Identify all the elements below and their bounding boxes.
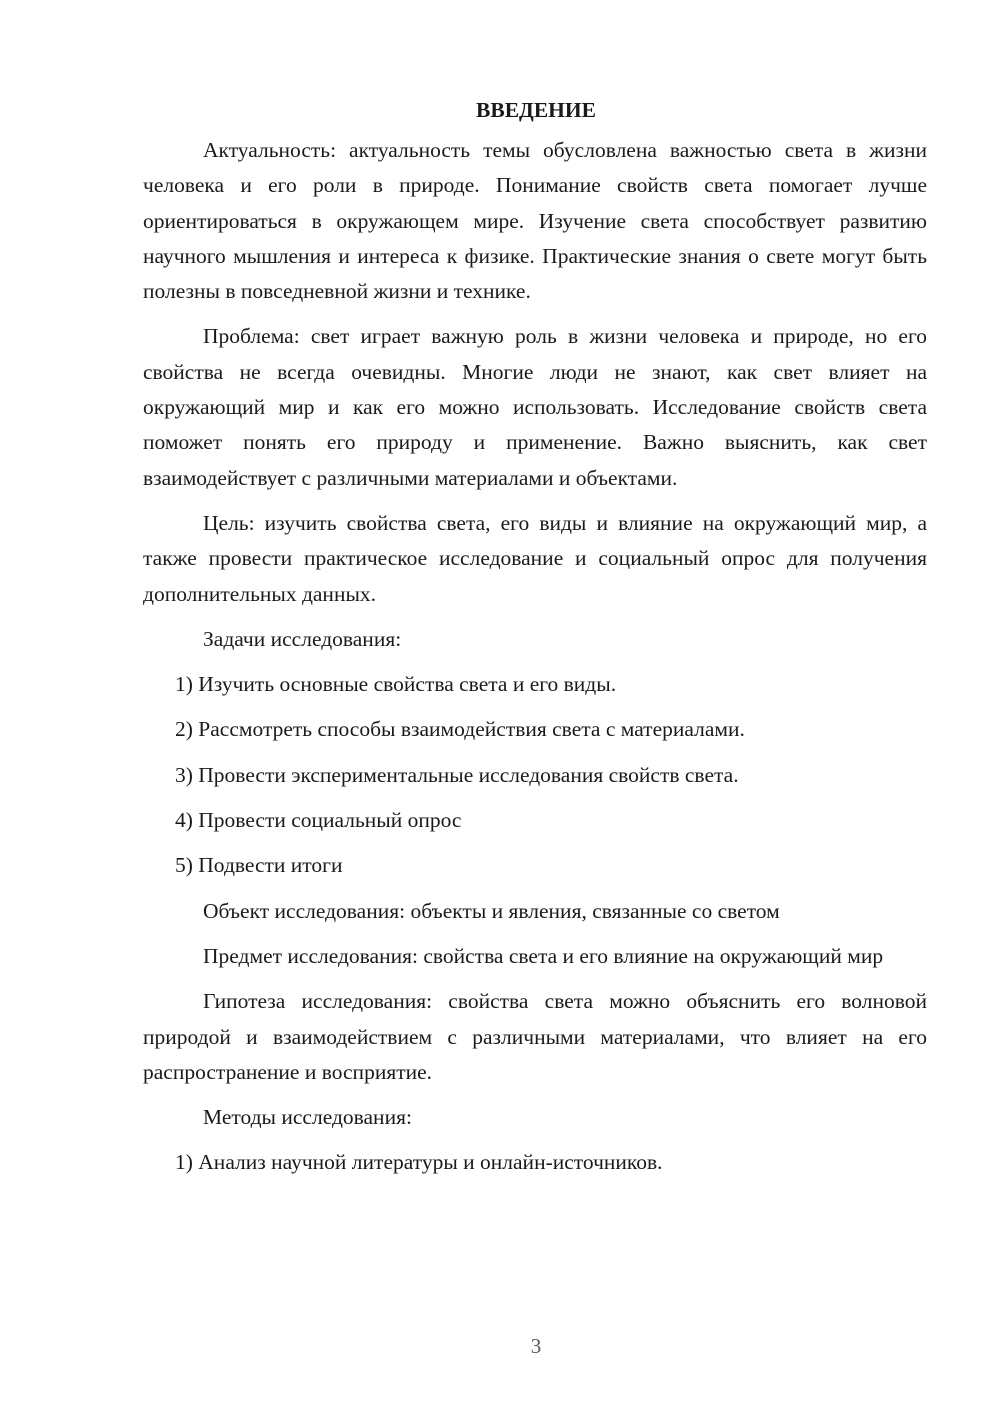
method-item-1: 1) Анализ научной литературы и онлайн-источников. [175,1150,663,1175]
page-number: 3 [530,1334,542,1358]
task-item-1: 1) Изучить основные свойства света и его виды. [175,672,617,697]
task-item-5: 5) Подвести итоги [175,853,343,878]
paragraph-subject: Предмет исследования: свойства света и его влияние на окружающий мир [203,943,884,968]
paragraph-object: Объект исследования: объекты и явления, связанные со светом [203,898,780,923]
task-item-2: 2) Рассмотреть способы взаимодействия света с материалами. [175,717,745,742]
task-item-4: 4) Провести социальный опрос [175,808,462,833]
tasks-heading: Задачи исследования: [203,626,402,651]
paragraph-goal: Цель: изучить свойства света, его виды и влияние на окружающий мир, а также провести практическое исследование и социальный опрос для получения дополнительных данных. [143,510,927,606]
methods-heading: Методы исследования: [203,1105,412,1130]
paragraph-problem: Проблема: свет играет важную роль в жизни человека и природе, но его свойства не всегда очевидны. Многие люди не знают, как свет влияет на окружающий мир и как его можно использовать. Исследование свойств света поможет понять его природу и применение. Важно выяснить, как свет взаимодействует с различными материалами и объектами. [143,324,927,490]
paragraph-hypothesis: Гипотеза исследования: свойства света можно объяснить его волновой природой и взаимодействием с различными материалами, что влияет на его распространение и восприятие. [143,989,927,1084]
paragraph-relevance: Актуальность: актуальность темы обусловлена важностью света в жизни человека и его роли в природе. Понимание свойств света помогает лучше ориентироваться в окружающем мире. Изучение света способствует развитию научного мышления и интереса к физике. Практические знания о свете могут быть полезны в повседневной жизни и технике. [143,138,927,304]
document-page [143,93,927,1191]
section-title: ВВЕДЕНИЕ [476,98,596,122]
task-item-3: 3) Провести экспериментальные исследования свойств света. [175,762,739,787]
